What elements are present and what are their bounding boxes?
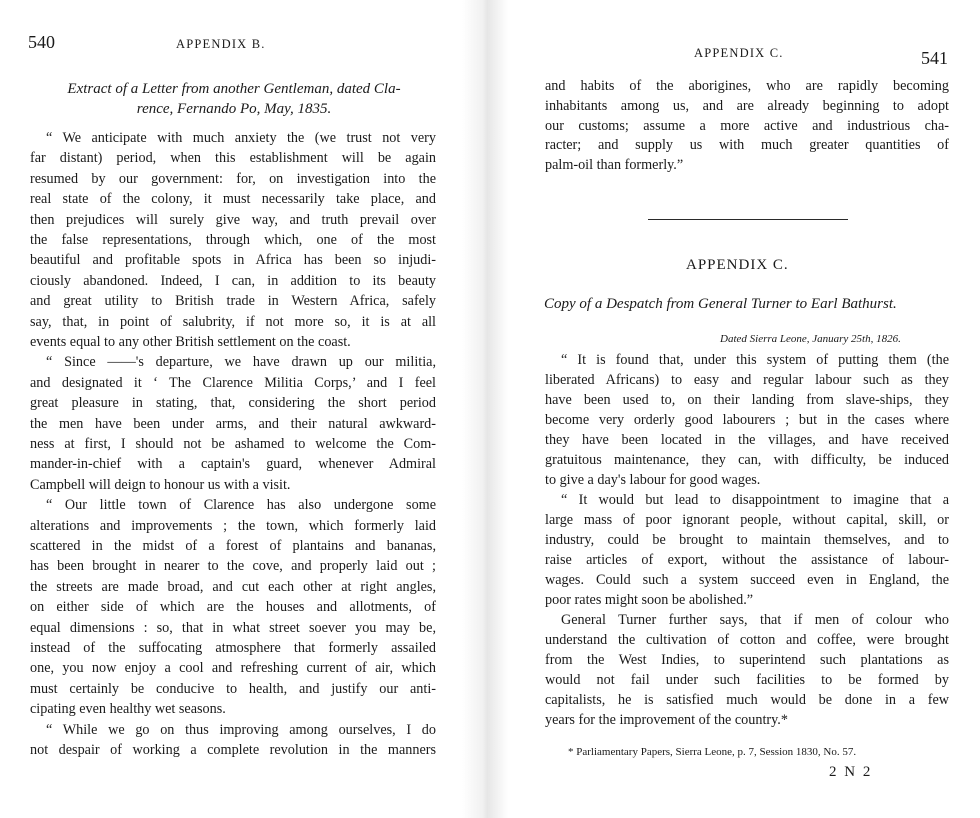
- text-line: our customs; assume a more active and industrious cha-: [545, 117, 949, 134]
- footnote: * Parliamentary Papers, Sierra Leone, p. 7, Session 1830, No. 57.: [568, 746, 857, 758]
- text-line: far distant) period, when this establishment will be again: [30, 150, 436, 167]
- text-line: cipating even healthy wet seasons.: [30, 701, 226, 718]
- text-line: they have been located in the villages, and have received: [545, 432, 949, 448]
- text-line: must certainly be conducive to health, and justify our anti-: [30, 680, 436, 697]
- right-page: [490, 0, 980, 818]
- text-line: ness at first, I should not be ashamed to welcome the Com-: [30, 436, 436, 452]
- text-line: and great utility to British trade in Western Africa, safely: [30, 293, 436, 310]
- text-line: Campbell will deign to honour us with a visit.: [30, 476, 291, 493]
- text-line: “ It is found that, under this system of putting them (the: [561, 352, 949, 368]
- text-line: become very orderly good labourers ; but in the cases where: [545, 412, 949, 428]
- right-page-number: 541: [921, 48, 948, 68]
- text-line: liberated Africans) to easy and regular labour such as they: [545, 372, 949, 388]
- text-line: “ We anticipate with much anxiety the (we trust not very: [46, 130, 436, 146]
- text-line: General Turner further says, that if men of colour who: [561, 612, 949, 628]
- text-line: to give a day's labour for good wages.: [545, 472, 761, 488]
- text-line: say, that, in point of salubrity, if not more so, it is at all: [30, 313, 436, 330]
- signature-mark: 2 N 2: [829, 764, 873, 780]
- left-page: [0, 0, 470, 818]
- text-line: events equal to any other British settlement on the coast.: [30, 334, 351, 350]
- text-line: wages. Could such a system succeed even in England, the: [545, 572, 949, 588]
- left-running-head: APPENDIX B.: [176, 37, 266, 51]
- text-line: on either side of which are the houses and allotments, of: [30, 599, 436, 616]
- letter-title-line-2: rence, Fernando Po, May, 1835.: [136, 101, 332, 117]
- text-line: years for the improvement of the country.*: [545, 712, 788, 728]
- text-line: “ While we go on thus improving among ourselves, I do: [46, 721, 436, 738]
- text-line: not despair of working a complete revolution in the manners: [30, 742, 436, 758]
- text-line: alterations and improvements ; the town, which formerly laid: [30, 517, 436, 534]
- text-line: the false representations, through which, one of the most: [30, 232, 436, 248]
- text-line: the men have been under arms, and their natural awkward-: [30, 415, 436, 432]
- text-line: beautiful and profitable spots in Africa has been so injudi-: [30, 252, 436, 269]
- text-line: capitalists, he is satisfied much would be done in a few: [545, 692, 949, 708]
- text-line: understand the cultivation of cotton and coffee, were brought: [545, 632, 949, 648]
- text-line: from the West Indies, to superintend such plantations as: [545, 652, 949, 668]
- text-line: raise articles of export, without the assistance of labour-: [545, 552, 949, 568]
- text-line: “ Our little town of Clarence has also undergone some: [46, 497, 436, 514]
- despatch-title: Copy of a Despatch from General Turner to Earl Bathurst.: [544, 296, 897, 312]
- text-line: and designated it ‘ The Clarence Militia Corps,’ and I feel: [30, 374, 436, 391]
- dated-line: Dated Sierra Leone, January 25th, 1826.: [720, 333, 901, 345]
- text-line: ciously abandoned. Indeed, I can, in addition to its beauty: [30, 272, 436, 289]
- text-line: industry, could be brought to maintain themselves, and to: [545, 532, 949, 548]
- text-line: would not fail under such facilities to be formed by: [545, 672, 949, 688]
- text-line: “ It would but lead to disappointment to imagine that a: [561, 492, 949, 508]
- text-line: great pleasure in stating, that, considering the short period: [30, 395, 436, 412]
- text-line: palm-oil than formerly.”: [545, 157, 684, 174]
- section-heading: APPENDIX C.: [686, 257, 789, 273]
- text-line: “ Since ——'s departure, we have drawn up our militia,: [46, 354, 436, 371]
- text-line: and habits of the aborigines, who are rapidly becoming: [545, 78, 949, 94]
- text-line: has been brought in nearer to the cove, and properly laid out ;: [30, 558, 436, 575]
- right-running-head: APPENDIX C.: [694, 46, 784, 60]
- text-line: one, you now enjoy a cool and refreshing current of air, which: [30, 660, 436, 677]
- text-line: equal dimensions : so, that in what street soever you may be,: [30, 619, 436, 636]
- text-line: real state of the colony, it must necessarily take place, and: [30, 191, 436, 208]
- text-line: scattered in the midst of a forest of plantains and bananas,: [30, 538, 436, 554]
- text-line: resumed by our government: for, on investigation into the: [30, 170, 436, 187]
- text-line: instead of the suffocating atmosphere that formerly assailed: [30, 640, 436, 656]
- text-line: mander-in-chief with a captain's guard, whenever Admiral: [30, 456, 436, 473]
- text-line: racter; and supply us with much greater quantities of: [545, 137, 949, 154]
- text-line: inhabitants among us, and are already beginning to adopt: [545, 97, 949, 114]
- text-line: poor rates might soon be abolished.”: [545, 592, 754, 608]
- left-page-number: 540: [28, 32, 55, 52]
- text-line: the streets are made broad, and cut each other at right angles,: [30, 578, 436, 595]
- letter-title-line-1: Extract of a Letter from another Gentleman, dated Cla-: [67, 81, 401, 97]
- text-line: have been used to, on their landing from slave-ships, they: [545, 392, 949, 408]
- text-line: gratuitous maintenance, they can, with difficulty, be induced: [545, 452, 949, 468]
- text-line: then prejudices will surely give way, and truth prevail over: [30, 211, 436, 228]
- section-divider-rule: [648, 219, 848, 220]
- text-line: large mass of poor ignorant people, without capital, skill, or: [545, 512, 949, 528]
